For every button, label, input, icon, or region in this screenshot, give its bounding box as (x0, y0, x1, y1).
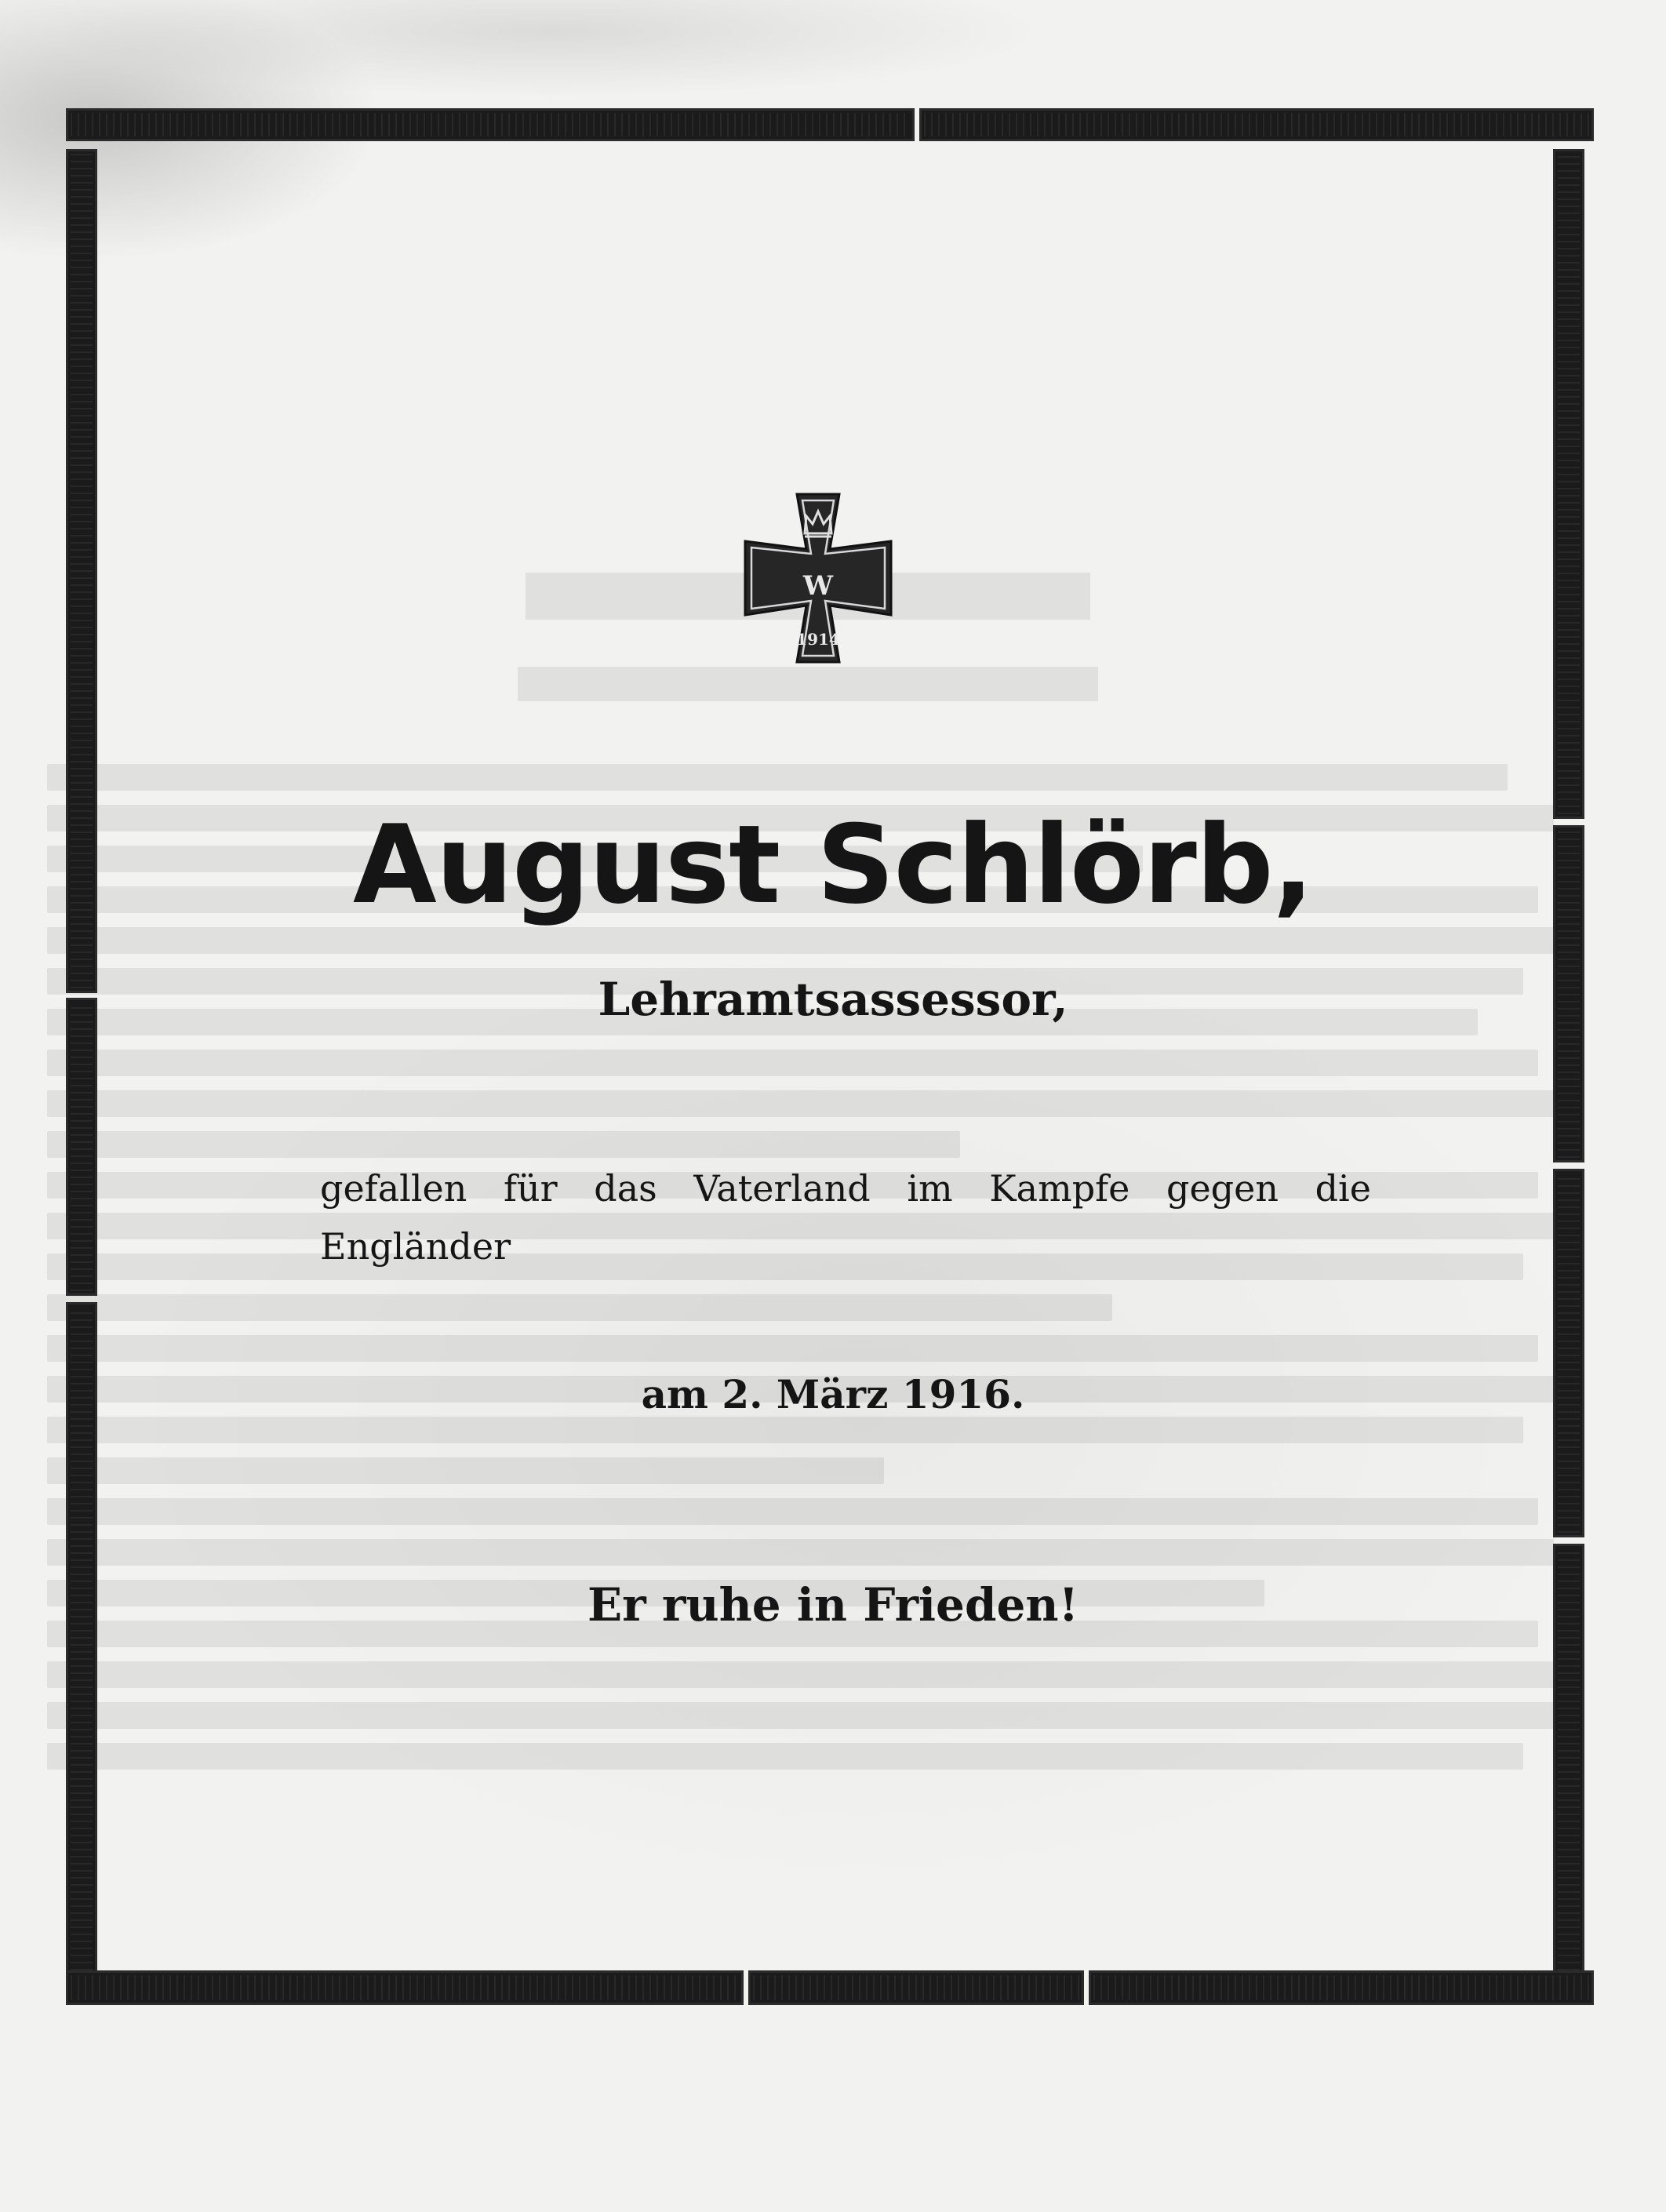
death-description: gefallen für das Vaterland im Kampfe gegen die Engländer (320, 1167, 1371, 1268)
iron-cross-icon (737, 488, 899, 668)
death-date: am 2. März 1916. (641, 1371, 1025, 1417)
cross-monogram: W (802, 570, 834, 602)
deceased-title: Lehramtsassessor, (598, 973, 1068, 1026)
closing-blessing: Er ruhe in Frieden! (587, 1578, 1079, 1632)
deceased-name: August Schlörb, (352, 802, 1314, 928)
cross-year: 1914 (796, 630, 840, 649)
